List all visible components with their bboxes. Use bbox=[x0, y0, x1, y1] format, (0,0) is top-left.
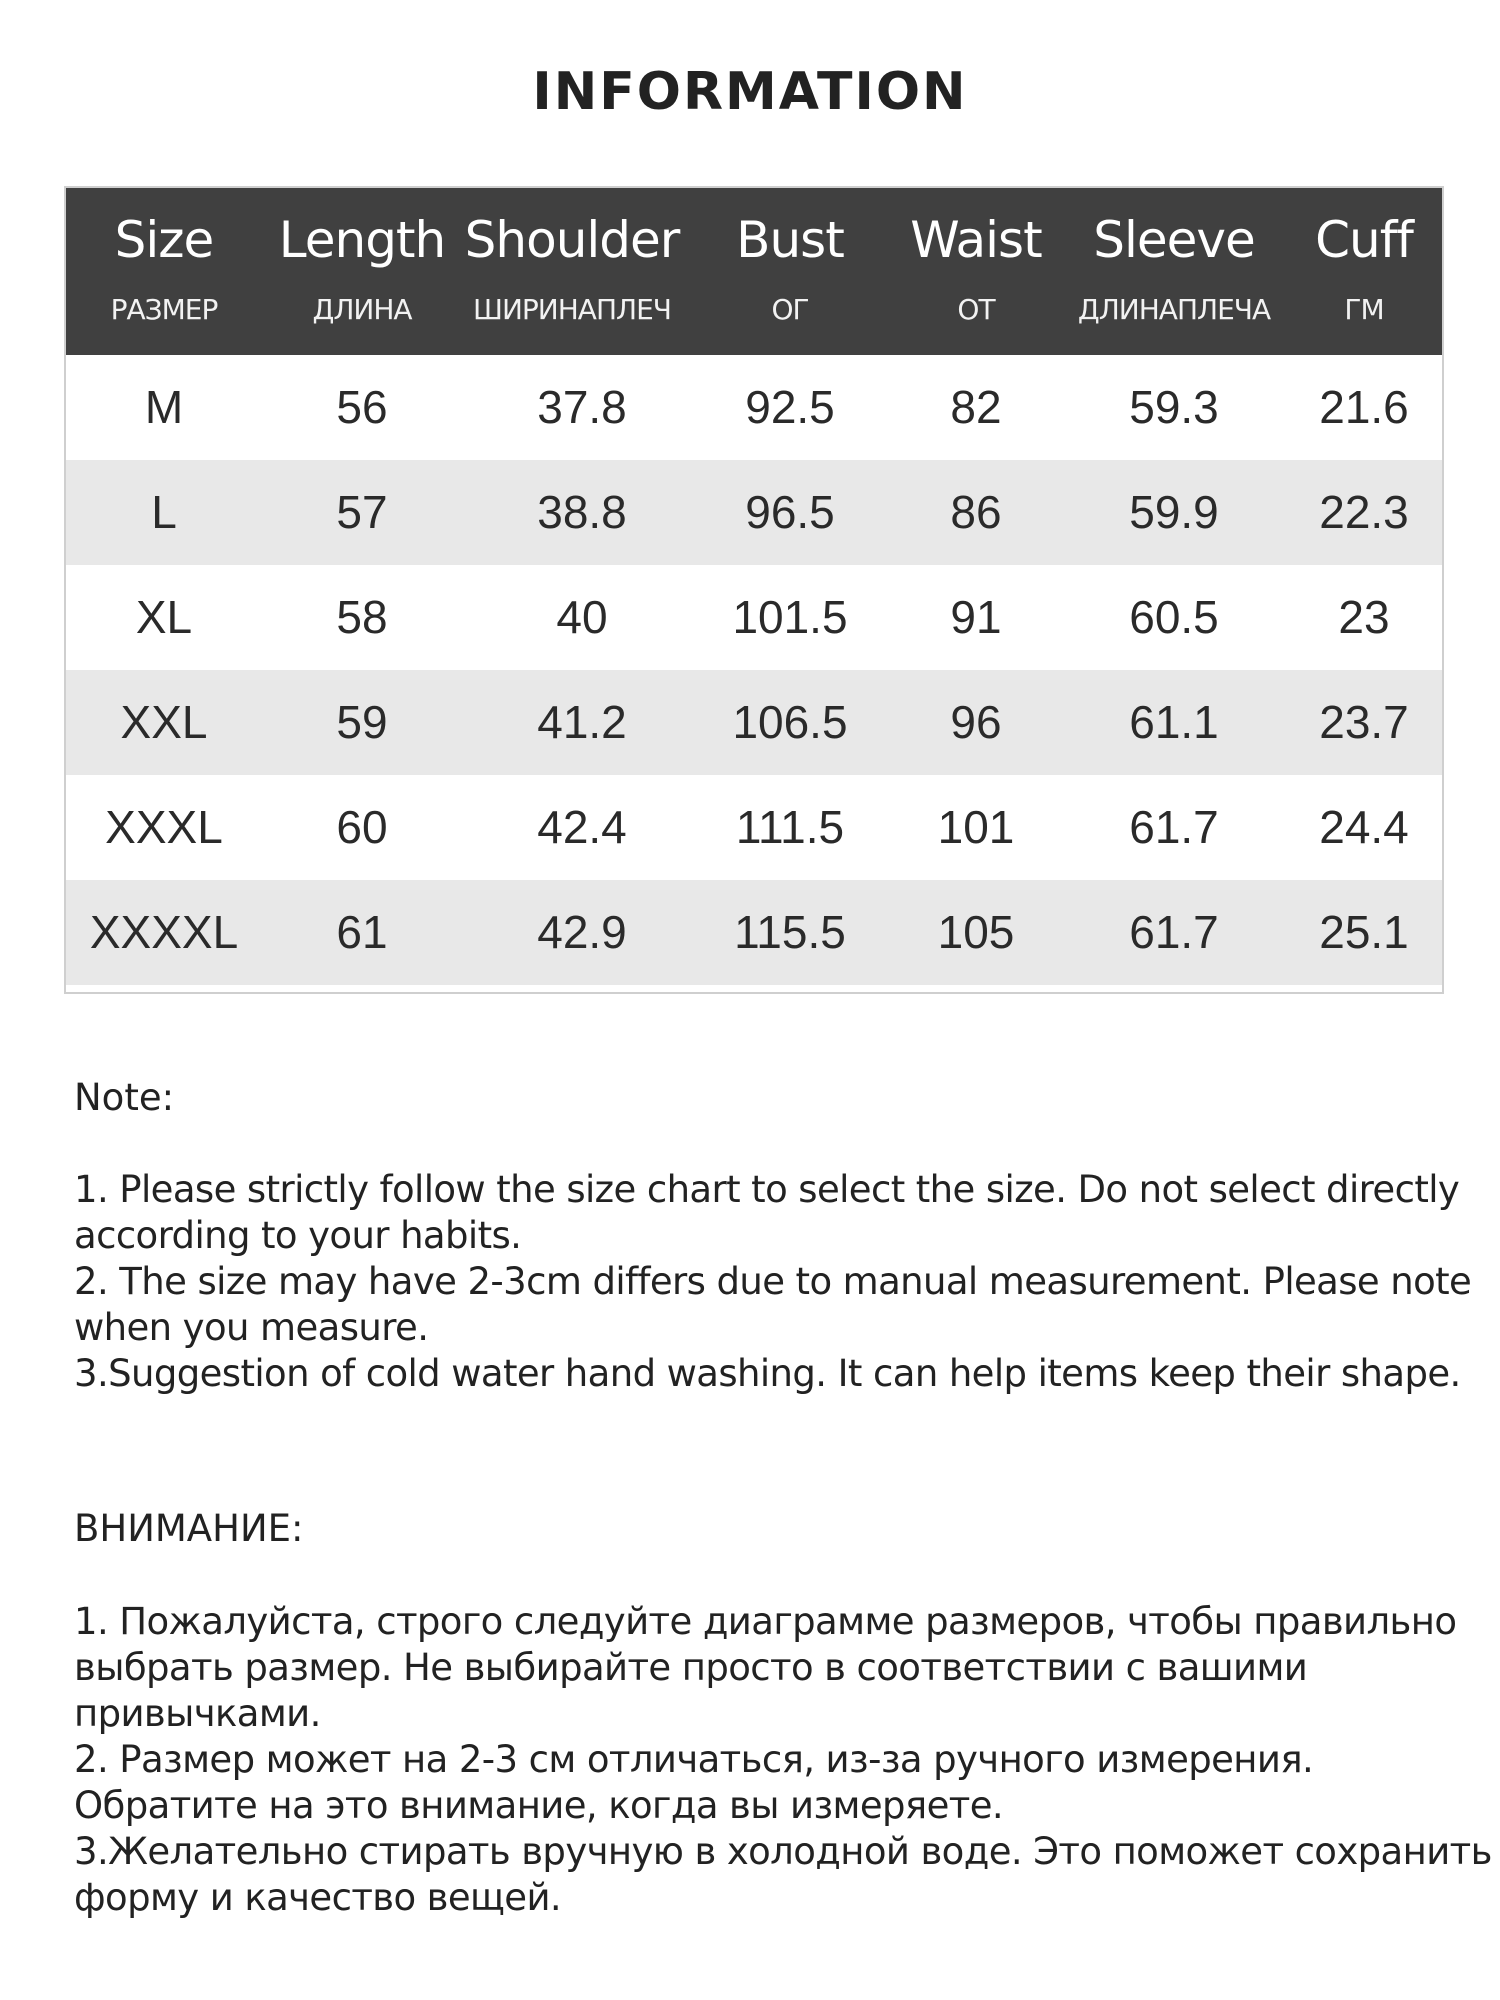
cell-length: 60 bbox=[336, 801, 388, 853]
cell-size: M bbox=[144, 381, 184, 433]
header-waist-sublabel: ОТ bbox=[957, 293, 995, 326]
header-cuff bbox=[1282, 188, 1446, 355]
header-cuff-sublabel: ГМ bbox=[1344, 293, 1384, 326]
note-line: 2. The size may have 2-3cm differs due to manual measurement. Please note bbox=[74, 1260, 1472, 1303]
warning-line: 1. Пожалуйста, строго следуйте диаграмме размеров, чтобы правильно bbox=[74, 1600, 1457, 1643]
warning-text bbox=[74, 1599, 1492, 1921]
cell-size: XXXL bbox=[105, 801, 223, 853]
cell-bust: 115.5 bbox=[734, 906, 846, 958]
header-bust-sublabel: ОГ bbox=[771, 293, 809, 326]
cell-length: 58 bbox=[336, 591, 388, 643]
header-sleeve-sublabel: ДЛИНАПЛЕЧА bbox=[1077, 293, 1271, 326]
header-size-label: Size bbox=[114, 211, 214, 269]
cell-shoulder: 40 bbox=[556, 591, 608, 643]
size-chart-table bbox=[64, 186, 1444, 994]
note-text bbox=[74, 1167, 1472, 1397]
cell-cuff: 24.4 bbox=[1319, 801, 1409, 853]
note-line: when you measure. bbox=[74, 1306, 429, 1349]
cell-cuff: 21.6 bbox=[1319, 381, 1409, 433]
cell-bust: 111.5 bbox=[735, 801, 845, 853]
cell-bust: 96.5 bbox=[745, 486, 835, 538]
warning-line: 3.Желательно стирать вручную в холодной воде. Это поможет сохранить bbox=[74, 1830, 1492, 1873]
cell-waist: 96 bbox=[950, 696, 1002, 748]
warning-line: привычками. bbox=[74, 1692, 321, 1735]
cell-waist: 101 bbox=[937, 801, 1015, 853]
header-shoulder-sublabel: ШИРИНАПЛЕЧ bbox=[473, 293, 671, 326]
warning-line: 2. Размер может на 2-3 см отличаться, из-за ручного измерения. bbox=[74, 1738, 1314, 1781]
header-sleeve bbox=[1074, 188, 1274, 355]
cell-sleeve: 59.3 bbox=[1129, 381, 1219, 433]
cell-sleeve: 61.7 bbox=[1129, 801, 1219, 853]
warning-line: Обратите на это внимание, когда вы измеряете. bbox=[74, 1784, 1004, 1827]
header-size bbox=[66, 188, 262, 355]
cell-length: 61 bbox=[336, 906, 388, 958]
header-sleeve-label: Sleeve bbox=[1093, 211, 1255, 269]
note-line: 1. Please strictly follow the size chart to select the size. Do not select directly bbox=[74, 1168, 1460, 1211]
cell-shoulder: 42.4 bbox=[537, 801, 627, 853]
note-line: according to your habits. bbox=[74, 1214, 522, 1257]
cell-sleeve: 60.5 bbox=[1129, 591, 1219, 643]
header-size-sublabel: РАЗМЕР bbox=[110, 293, 218, 326]
table-row-xxl bbox=[66, 670, 1442, 775]
cell-length: 59 bbox=[336, 696, 388, 748]
table-row-xl bbox=[66, 565, 1442, 670]
cell-cuff: 23.7 bbox=[1319, 696, 1409, 748]
cell-waist: 82 bbox=[950, 381, 1002, 433]
header-waist-label: Waist bbox=[910, 211, 1042, 269]
warning-heading: ВНИМАНИЕ: bbox=[74, 1507, 304, 1550]
cell-waist: 86 bbox=[950, 486, 1002, 538]
cell-waist: 91 bbox=[950, 591, 1002, 643]
header-length-label: Length bbox=[278, 211, 446, 269]
table-header bbox=[66, 188, 1442, 355]
note-heading: Note: bbox=[74, 1076, 175, 1119]
header-length-sublabel: ДЛИНА bbox=[312, 293, 412, 326]
cell-size: XXXXL bbox=[89, 906, 239, 958]
cell-bust: 101.5 bbox=[732, 591, 848, 643]
cell-size: XL bbox=[135, 591, 193, 643]
cell-cuff: 23 bbox=[1338, 591, 1390, 643]
table-row-l bbox=[66, 460, 1442, 565]
cell-waist: 105 bbox=[937, 906, 1015, 958]
cell-shoulder: 42.9 bbox=[537, 906, 627, 958]
cell-size: XXL bbox=[120, 696, 208, 748]
header-cuff-label: Cuff bbox=[1315, 211, 1413, 269]
cell-size: L bbox=[151, 486, 177, 538]
cell-bust: 92.5 bbox=[745, 381, 835, 433]
header-length bbox=[262, 188, 462, 355]
cell-sleeve: 61.7 bbox=[1129, 906, 1219, 958]
note-line: 3.Suggestion of cold water hand washing. It can help items keep their shape. bbox=[74, 1352, 1461, 1395]
header-bust bbox=[702, 188, 878, 355]
cell-sleeve: 61.1 bbox=[1129, 696, 1219, 748]
cell-cuff: 25.1 bbox=[1319, 906, 1409, 958]
cell-length: 56 bbox=[336, 381, 388, 433]
table-row-xxxxl bbox=[66, 880, 1442, 985]
cell-length: 57 bbox=[336, 486, 388, 538]
warning-line: выбрать размер. Не выбирайте просто в соответствии с вашими bbox=[74, 1646, 1308, 1689]
cell-shoulder: 41.2 bbox=[537, 696, 627, 748]
cell-cuff: 22.3 bbox=[1319, 486, 1409, 538]
table-row-xxxl bbox=[66, 775, 1442, 880]
table-row-m bbox=[66, 355, 1442, 460]
header-waist bbox=[878, 188, 1074, 355]
warning-line: форму и качество вещей. bbox=[74, 1876, 562, 1919]
header-bust-label: Bust bbox=[736, 211, 844, 269]
page-title: INFORMATION bbox=[532, 62, 968, 122]
header-shoulder-label: Shoulder bbox=[464, 211, 680, 269]
cell-sleeve: 59.9 bbox=[1129, 486, 1219, 538]
cell-shoulder: 38.8 bbox=[537, 486, 627, 538]
cell-bust: 106.5 bbox=[732, 696, 848, 748]
cell-shoulder: 37.8 bbox=[537, 381, 627, 433]
header-shoulder bbox=[462, 188, 682, 355]
